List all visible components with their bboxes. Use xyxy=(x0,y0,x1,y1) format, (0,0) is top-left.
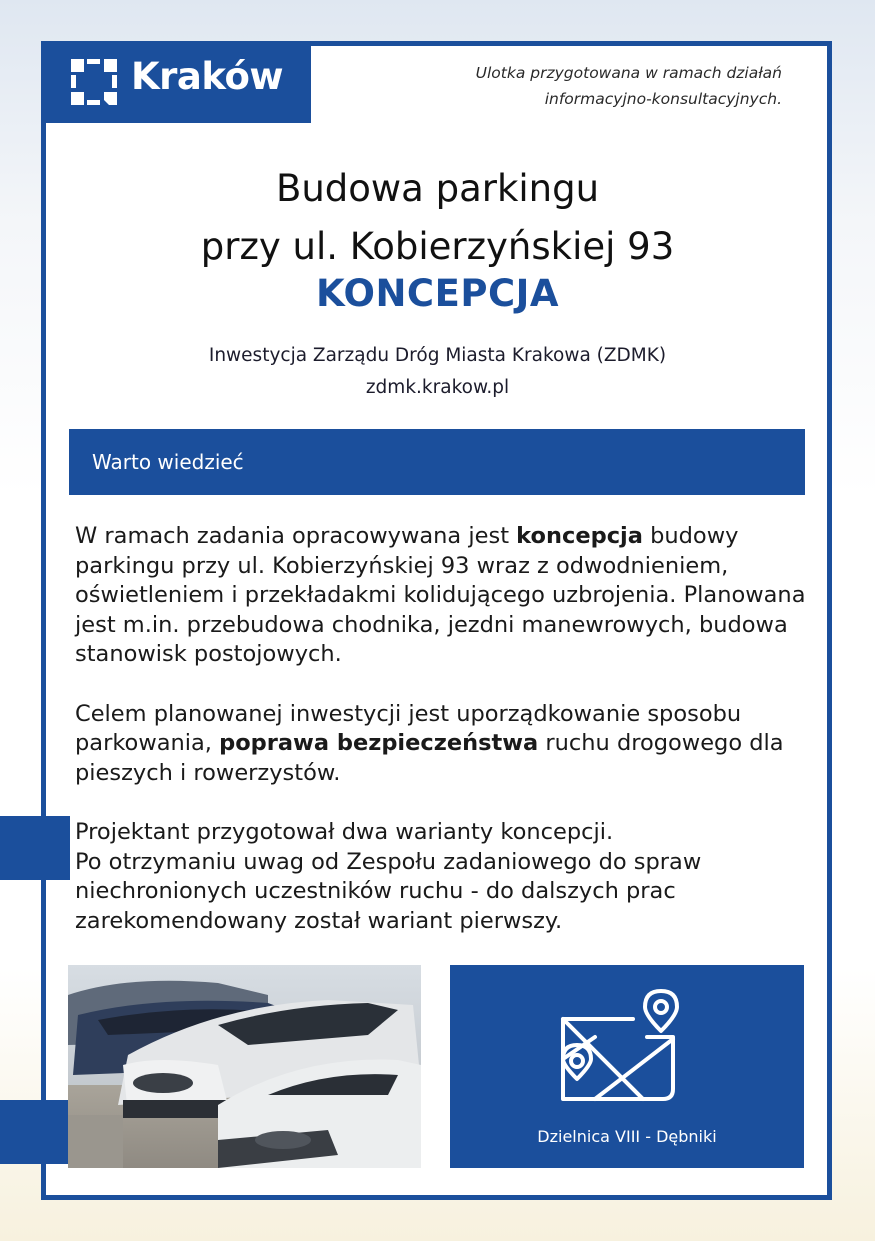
district-box xyxy=(450,965,804,1168)
title-line-2: przy ul. Kobierzyńskiej 93 xyxy=(200,225,675,268)
p3-line-1: Projektant przygotował dwa warianty koncepcji. xyxy=(75,819,614,845)
p3-line-2: Po otrzymaniu uwag od Zespołu zadaniowego do spraw niechronionych uczestników ruchu - do dalszych prac zarekomendowany został wariant pierwszy. xyxy=(75,848,702,934)
title-line-1: Budowa parkingu xyxy=(275,167,600,210)
district-label: Dzielnica VIII - Dębniki xyxy=(537,1127,717,1146)
tagline-line-1: Ulotka przygotowana w ramach działań xyxy=(475,64,782,82)
tagline xyxy=(362,60,782,112)
investor-name: Inwestycja Zarządu Dróg Miasta Krakowa (ZDMK) xyxy=(208,345,667,366)
section-heading-bar xyxy=(69,429,805,495)
paragraph-3 xyxy=(75,818,815,936)
investor-info xyxy=(60,340,815,404)
body-text xyxy=(75,522,815,966)
tagline-line-2: informacyjno-konsultacyjnych. xyxy=(544,90,782,108)
p1-bold: koncepcja xyxy=(516,523,643,549)
paragraph-2 xyxy=(75,700,815,789)
krakow-logo xyxy=(41,41,311,123)
accent-block-left-lower xyxy=(0,1100,70,1164)
section-heading: Warto wiedzieć xyxy=(92,450,244,474)
map-pin-icon xyxy=(555,979,695,1109)
accent-block-left-upper xyxy=(0,816,70,880)
page-subtitle: KONCEPCJA xyxy=(315,272,560,315)
paragraph-1 xyxy=(75,522,815,670)
parked-cars-photo xyxy=(68,965,421,1168)
krakow-logo-icon xyxy=(71,59,117,105)
p2-text-end: ruchu drogowego dla pieszych i rowerzystów. xyxy=(75,730,784,786)
investor-website: zdmk.krakow.pl xyxy=(365,377,510,398)
logo-text: Kraków xyxy=(131,55,284,98)
page-title xyxy=(60,160,815,276)
p1-text-end: budowy parkingu przy ul. Kobierzyńskiej 93 wraz z odwodnieniem, oświetleniem i przekładakmi kolidującego uzbrojenia. Planowana jest m.in. przebudowa chodnika, jezdni manewrowych, budowa stanowisk postojowych. xyxy=(75,523,806,667)
p2-text-start: Celem planowanej inwestycji jest uporządkowanie sposobu parkowania, xyxy=(75,700,742,756)
p1-text-start: W ramach zadania opracowywana jest xyxy=(75,523,517,549)
parked-cars-illustration xyxy=(68,965,421,1168)
p2-bold: poprawa bezpieczeństwa xyxy=(219,730,539,756)
